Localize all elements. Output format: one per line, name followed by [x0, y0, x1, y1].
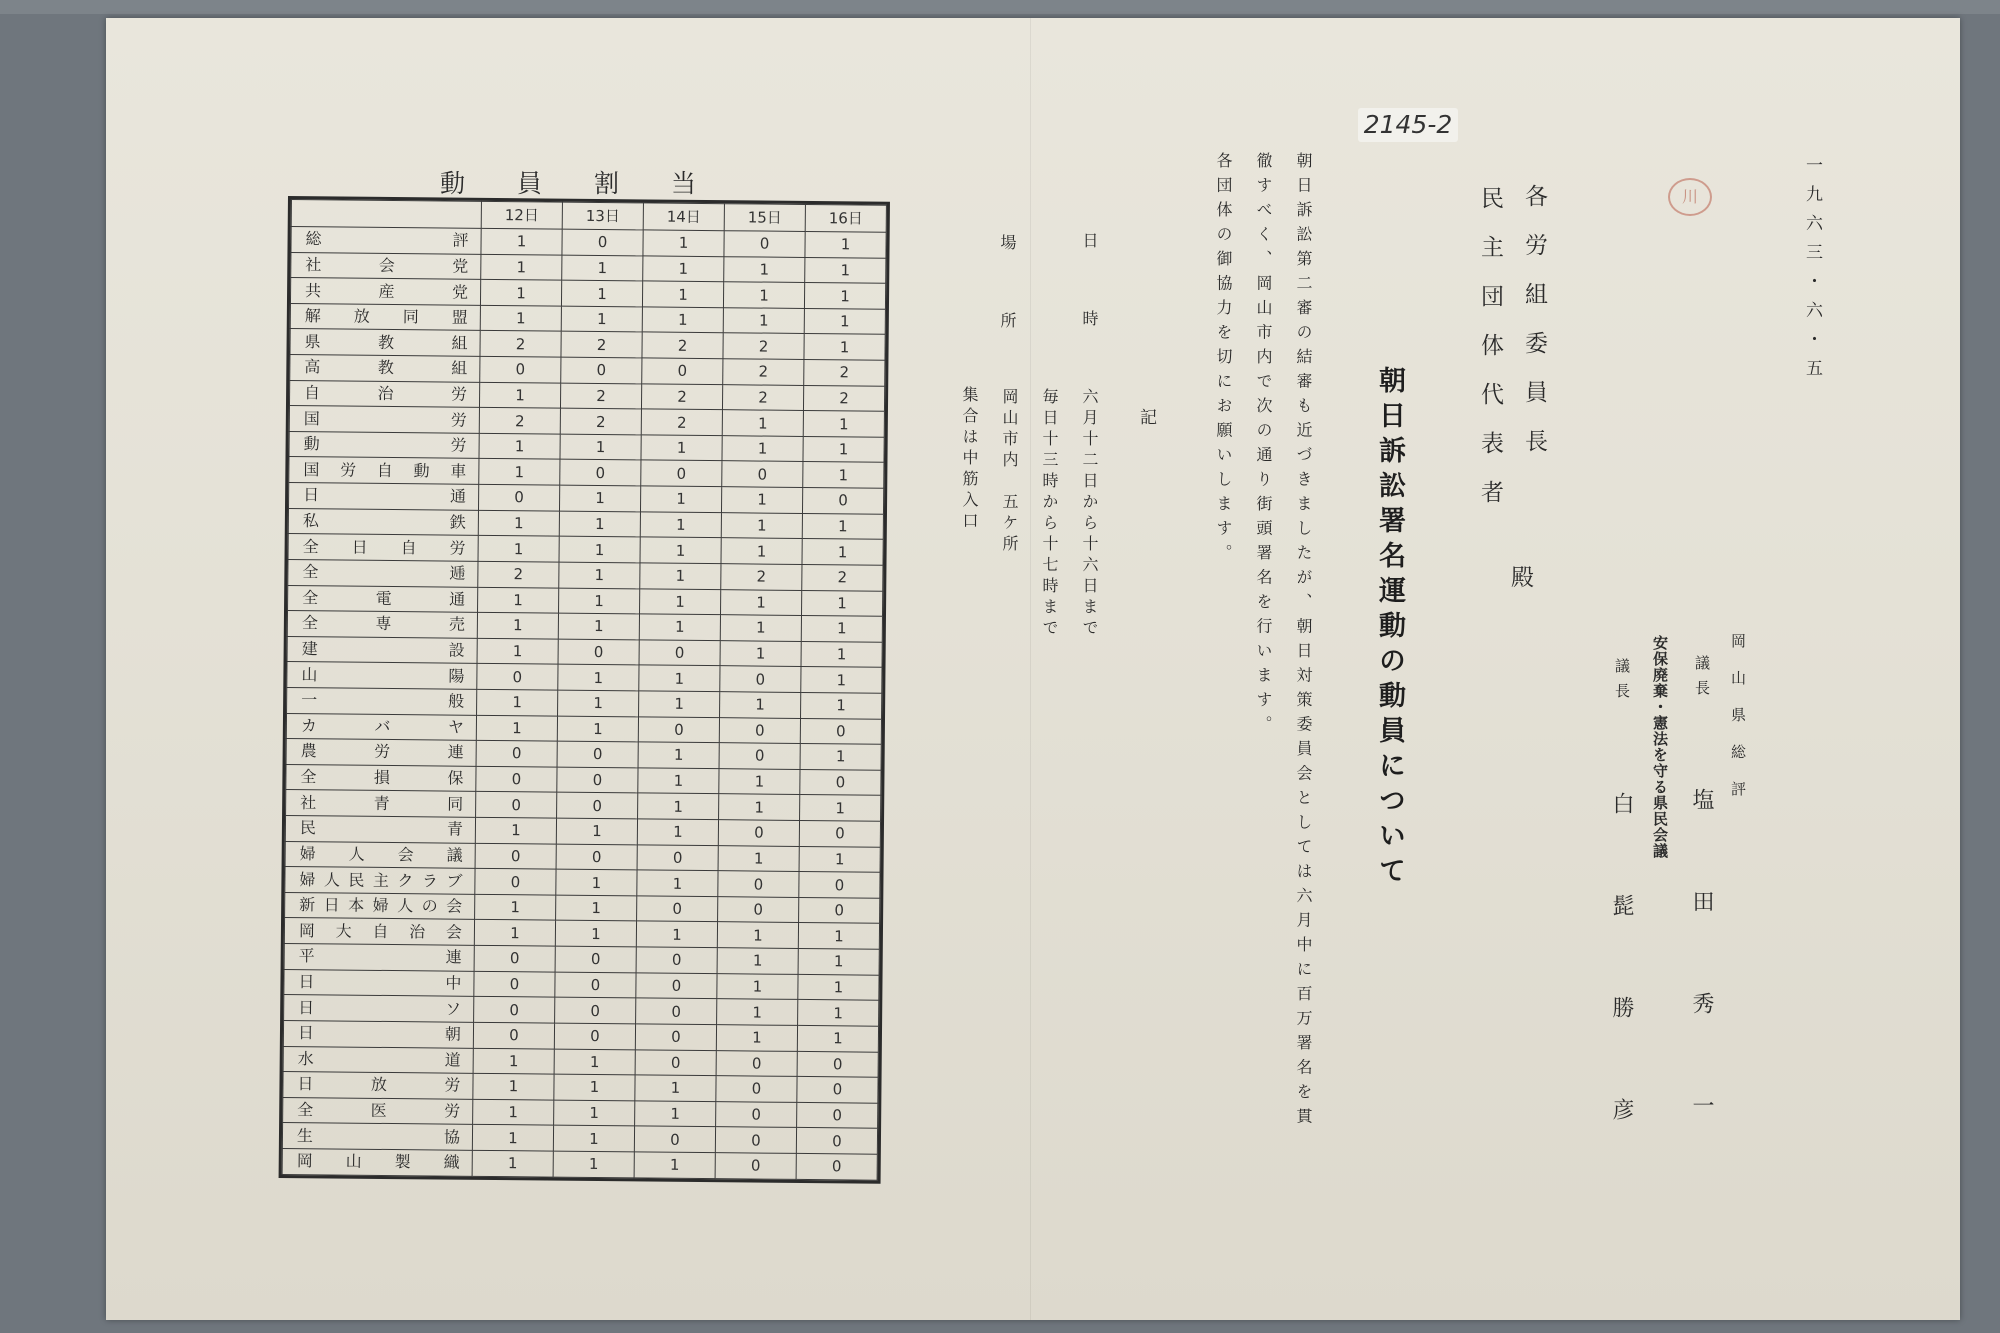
allocation-count-cell: 0: [558, 639, 639, 665]
allocation-count-cell: 0: [636, 998, 717, 1024]
table-row: [282, 1148, 877, 1180]
organization-name-cell: 平連: [284, 944, 474, 971]
allocation-count-cell: 0: [635, 1024, 716, 1050]
allocation-count-cell: 1: [717, 973, 798, 999]
allocation-count-cell: 1: [478, 510, 559, 536]
organization-name-cell: 共産党: [290, 278, 480, 305]
allocation-count-cell: 1: [473, 1073, 554, 1099]
allocation-count-cell: 1: [803, 411, 884, 437]
allocation-count-cell: 0: [641, 460, 722, 486]
organization-name-cell: 婦人民主クラブ: [285, 867, 475, 894]
allocation-count-cell: 1: [638, 793, 719, 819]
allocation-count-cell: 1: [800, 795, 881, 821]
sender-org-1-name: 塩田秀一: [1689, 788, 1714, 1196]
sender-org-1-title: 議長: [1693, 655, 1711, 705]
allocation-count-cell: 0: [636, 973, 717, 999]
allocation-count-cell: 1: [559, 562, 640, 588]
organization-name-cell: 岡大自治会: [284, 918, 474, 945]
allocation-count-cell: 0: [556, 844, 637, 870]
allocation-count-cell: 1: [638, 742, 719, 768]
allocation-count-cell: 1: [717, 999, 798, 1025]
allocation-count-cell: 1: [717, 948, 798, 974]
allocation-count-cell: 0: [720, 666, 801, 692]
allocation-count-cell: 1: [720, 640, 801, 666]
allocation-count-cell: 1: [643, 230, 724, 256]
organization-name-cell: 生協: [282, 1123, 472, 1150]
header-day-14: 14日: [643, 203, 724, 231]
allocation-count-cell: 0: [719, 717, 800, 743]
allocation-count-cell: 1: [475, 817, 556, 843]
sender-org-2-title: 議長: [1613, 658, 1631, 708]
allocation-count-cell: 0: [561, 357, 642, 383]
allocation-count-cell: 1: [559, 485, 640, 511]
allocation-count-cell: 0: [557, 741, 638, 767]
allocation-count-cell: 0: [718, 871, 799, 897]
allocation-count-cell: 1: [800, 744, 881, 770]
allocation-count-cell: 0: [634, 1126, 715, 1152]
allocation-count-cell: 1: [558, 690, 639, 716]
allocation-count-cell: 1: [802, 513, 883, 539]
allocation-count-cell: 0: [799, 820, 880, 846]
allocation-count-cell: 1: [556, 869, 637, 895]
allocation-count-cell: 1: [561, 306, 642, 332]
allocation-count-cell: 1: [479, 382, 560, 408]
allocation-count-cell: 1: [480, 280, 561, 306]
document-number-label: 2145-2: [1358, 108, 1458, 142]
allocation-count-cell: 1: [642, 307, 723, 333]
body-line-1: 朝日訴訟第二審の結審も近づきましたが、朝日対策委員会としては六月中に百万署名を貫: [1294, 152, 1313, 1132]
allocation-count-cell: 0: [797, 1077, 878, 1103]
organization-name-cell: 動労: [289, 431, 479, 458]
allocation-count-cell: 1: [635, 1075, 716, 1101]
header-day-12: 12日: [481, 201, 562, 229]
allocation-count-cell: 2: [802, 564, 883, 590]
allocation-count-cell: 1: [804, 308, 885, 334]
allocation-count-cell: 1: [720, 589, 801, 615]
allocation-count-cell: 0: [797, 1051, 878, 1077]
allocation-count-cell: 1: [475, 894, 556, 920]
allocation-count-cell: 2: [723, 359, 804, 385]
allocation-count-cell: 0: [715, 1153, 796, 1180]
allocation-count-cell: 1: [719, 768, 800, 794]
allocation-count-cell: 1: [640, 563, 721, 589]
allocation-count-cell: 2: [560, 383, 641, 409]
organization-name-cell: 全損保: [286, 764, 476, 791]
allocation-count-cell: 1: [476, 715, 557, 741]
allocation-count-cell: 2: [722, 384, 803, 410]
organization-name-cell: カバヤ: [286, 713, 476, 740]
allocation-count-cell: 0: [560, 460, 641, 486]
allocation-count-cell: 0: [716, 1050, 797, 1076]
allocation-count-cell: 1: [798, 948, 879, 974]
allocation-count-cell: 0: [635, 1049, 716, 1075]
body-line-3: 各団体の御協力を切にお願いします。: [1214, 152, 1233, 569]
allocation-count-cell: 2: [642, 332, 723, 358]
allocation-count-cell: 1: [798, 923, 879, 949]
allocation-count-cell: 1: [802, 539, 883, 565]
allocation-count-cell: 0: [474, 945, 555, 971]
allocation-count-cell: 1: [719, 794, 800, 820]
allocation-count-cell: 1: [479, 433, 560, 459]
allocation-count-cell: 0: [719, 743, 800, 769]
allocation-count-cell: 0: [554, 1023, 635, 1049]
allocation-count-cell: 1: [801, 667, 882, 693]
allocation-count-cell: 1: [554, 1049, 635, 1075]
allocation-count-cell: 1: [640, 486, 721, 512]
allocation-count-cell: 0: [555, 972, 636, 998]
allocation-count-cell: 0: [716, 1101, 797, 1127]
organization-name-cell: 一般: [287, 687, 477, 714]
allocation-count-cell: 1: [634, 1152, 715, 1179]
sender-org-1: 岡山県総評: [1729, 633, 1747, 818]
sender-org-2: 安保廃棄・憲法を守る県民会議: [1651, 635, 1669, 859]
allocation-count-cell: 2: [478, 561, 559, 587]
allocation-count-cell: 1: [637, 870, 718, 896]
header-corner-cell: [291, 200, 481, 229]
background-strip: [0, 0, 2000, 14]
organization-name-cell: 民青: [285, 816, 475, 843]
allocation-count-cell: 1: [559, 511, 640, 537]
organization-name-cell: 日ソ: [284, 995, 474, 1022]
allocation-count-cell: 0: [476, 741, 557, 767]
recipient-line-1: 各労組委員長: [1521, 184, 1547, 478]
allocation-count-cell: 2: [641, 384, 722, 410]
paper-fold-line: [1030, 18, 1031, 1320]
organization-name-cell: 社会党: [291, 252, 481, 279]
allocation-table-body: [282, 227, 886, 1181]
allocation-count-cell: 1: [721, 538, 802, 564]
allocation-count-cell: 2: [479, 408, 560, 434]
allocation-count-cell: 1: [805, 231, 886, 257]
allocation-count-cell: 0: [555, 997, 636, 1023]
allocation-table-frame: [279, 196, 890, 1184]
allocation-count-cell: 2: [480, 331, 561, 357]
allocation-count-cell: 0: [800, 718, 881, 744]
allocation-count-cell: 1: [643, 256, 724, 282]
allocation-count-cell: 2: [641, 409, 722, 435]
allocation-count-cell: 1: [477, 638, 558, 664]
allocation-count-cell: 1: [639, 665, 720, 691]
table-title: 動員割当: [440, 169, 749, 198]
allocation-count-cell: 0: [480, 356, 561, 382]
organization-name-cell: 水道: [283, 1046, 473, 1073]
allocation-count-cell: 0: [639, 640, 720, 666]
allocation-count-cell: 1: [559, 536, 640, 562]
allocation-count-cell: 1: [480, 305, 561, 331]
header-day-16: 16日: [805, 204, 886, 232]
allocation-count-cell: 1: [558, 664, 639, 690]
allocation-count-cell: 1: [478, 587, 559, 613]
allocation-count-cell: 1: [561, 280, 642, 306]
allocation-count-cell: 1: [473, 1048, 554, 1074]
organization-name-cell: 総評: [291, 227, 481, 254]
allocation-count-cell: 1: [562, 255, 643, 281]
organization-name-cell: 私鉄: [288, 508, 478, 535]
organization-name-cell: 婦人会議: [285, 841, 475, 868]
allocation-count-cell: 1: [556, 895, 637, 921]
allocation-count-cell: 0: [557, 767, 638, 793]
organization-name-cell: 建設: [287, 636, 477, 663]
place-line-1: 岡山市内 五ケ所: [1000, 388, 1019, 556]
allocation-count-cell: 0: [474, 971, 555, 997]
subject-heading: 朝日訴訟署名運動の動員について: [1374, 366, 1405, 891]
allocation-count-cell: 1: [472, 1150, 553, 1177]
allocation-count-cell: 1: [474, 920, 555, 946]
date-line: 一九六三・六・五: [1802, 156, 1822, 388]
allocation-count-cell: 1: [553, 1151, 634, 1178]
allocation-count-cell: 2: [721, 564, 802, 590]
allocation-count-cell: 1: [803, 462, 884, 488]
allocation-count-cell: 1: [478, 536, 559, 562]
allocation-count-cell: 1: [798, 974, 879, 1000]
organization-name-cell: 解放同盟: [290, 303, 480, 330]
organization-name-cell: 国労自動車: [289, 457, 479, 484]
allocation-count-cell: 1: [473, 1099, 554, 1125]
organization-name-cell: 岡山製織: [282, 1148, 472, 1176]
allocation-count-cell: 0: [562, 229, 643, 255]
allocation-count-cell: 0: [716, 1076, 797, 1102]
allocation-count-cell: 1: [720, 615, 801, 641]
allocation-count-cell: 1: [553, 1125, 634, 1151]
allocation-count-cell: 0: [642, 358, 723, 384]
allocation-count-cell: 1: [721, 512, 802, 538]
allocation-count-cell: 1: [718, 845, 799, 871]
allocation-count-cell: 1: [717, 922, 798, 948]
organization-name-cell: 日朝: [283, 1020, 473, 1047]
allocation-count-cell: 1: [479, 459, 560, 485]
allocation-count-cell: 0: [475, 843, 556, 869]
allocation-count-cell: 0: [715, 1127, 796, 1153]
allocation-count-cell: 1: [722, 410, 803, 436]
allocation-count-cell: 1: [481, 228, 562, 254]
allocation-count-cell: 0: [796, 1153, 877, 1180]
allocation-count-cell: 1: [723, 308, 804, 334]
organization-name-cell: 全電通: [288, 585, 478, 612]
allocation-count-cell: 1: [723, 282, 804, 308]
allocation-count-cell: 1: [720, 692, 801, 718]
allocation-count-cell: 1: [798, 1000, 879, 1026]
body-line-2: 徹すべく、岡山市内で次の通り街頭署名を行います。: [1254, 152, 1273, 740]
organization-name-cell: 高教組: [290, 355, 480, 382]
recipient-honorific: 殿: [1507, 565, 1533, 588]
header-day-15: 15日: [724, 204, 805, 232]
allocation-count-cell: 1: [557, 716, 638, 742]
allocation-count-cell: 0: [802, 488, 883, 514]
organization-name-cell: 国労: [289, 406, 479, 433]
allocation-count-cell: 1: [805, 257, 886, 283]
allocation-count-cell: 1: [639, 691, 720, 717]
allocation-count-cell: 1: [636, 921, 717, 947]
organization-name-cell: 全日自労: [288, 534, 478, 561]
allocation-count-cell: 0: [722, 461, 803, 487]
allocation-count-cell: 1: [799, 846, 880, 872]
allocation-count-cell: 1: [640, 537, 721, 563]
allocation-count-cell: 1: [804, 283, 885, 309]
allocation-count-cell: 1: [472, 1125, 553, 1151]
sender-org-2-name: 白髭勝彦: [1609, 792, 1634, 1200]
organization-name-cell: 全逓: [288, 559, 478, 586]
allocation-count-cell: 1: [556, 818, 637, 844]
allocation-table: [282, 199, 887, 1181]
date-line-1: 六月十二日から十六日まで: [1080, 388, 1099, 640]
allocation-count-cell: 0: [638, 716, 719, 742]
place-label: 場 所: [998, 234, 1017, 338]
allocation-count-cell: 2: [804, 360, 885, 386]
allocation-count-cell: 0: [796, 1128, 877, 1154]
allocation-count-cell: 1: [637, 819, 718, 845]
allocation-count-cell: 1: [642, 281, 723, 307]
date-label: 日 時: [1080, 232, 1099, 336]
allocation-count-cell: 1: [641, 435, 722, 461]
allocation-count-cell: 0: [724, 231, 805, 257]
allocation-count-cell: 0: [718, 820, 799, 846]
allocation-count-cell: 1: [724, 256, 805, 282]
allocation-count-cell: 1: [554, 1074, 635, 1100]
organization-name-cell: 県教組: [290, 329, 480, 356]
ki-marker: 記: [1136, 408, 1156, 425]
allocation-count-cell: 1: [801, 692, 882, 718]
allocation-count-cell: 0: [799, 897, 880, 923]
allocation-count-cell: 0: [473, 1022, 554, 1048]
place-line-2: 集合は中筋入口: [960, 386, 979, 533]
allocation-count-cell: 1: [803, 436, 884, 462]
allocation-count-cell: 0: [474, 997, 555, 1023]
seal-stamp: 川: [1668, 178, 1712, 216]
allocation-count-cell: 1: [559, 588, 640, 614]
recipient-line-2: 民主団体代表者: [1477, 186, 1503, 529]
organization-name-cell: 自治労: [289, 380, 479, 407]
allocation-count-cell: 1: [801, 616, 882, 642]
allocation-count-cell: 1: [481, 254, 562, 280]
allocation-count-cell: 1: [804, 334, 885, 360]
allocation-count-cell: 1: [635, 1101, 716, 1127]
allocation-count-cell: 1: [639, 614, 720, 640]
allocation-count-cell: 1: [554, 1100, 635, 1126]
header-day-13: 13日: [562, 202, 643, 230]
allocation-count-cell: 2: [561, 332, 642, 358]
allocation-count-cell: 0: [555, 946, 636, 972]
allocation-count-cell: 0: [475, 869, 556, 895]
allocation-count-cell: 1: [716, 1025, 797, 1051]
allocation-count-cell: 0: [799, 872, 880, 898]
allocation-count-cell: 0: [476, 792, 557, 818]
organization-name-cell: 日中: [284, 969, 474, 996]
allocation-count-cell: 2: [803, 385, 884, 411]
organization-name-cell: 社青同: [286, 790, 476, 817]
allocation-count-cell: 1: [721, 487, 802, 513]
allocation-count-cell: 1: [640, 588, 721, 614]
organization-name-cell: 新日本婦人の会: [285, 892, 475, 919]
allocation-count-cell: 1: [638, 768, 719, 794]
allocation-count-cell: 1: [560, 434, 641, 460]
organization-name-cell: 全専売: [287, 611, 477, 638]
allocation-count-cell: 1: [801, 641, 882, 667]
allocation-count-cell: 1: [477, 689, 558, 715]
allocation-count-cell: 0: [478, 484, 559, 510]
organization-name-cell: 日放労: [283, 1072, 473, 1099]
allocation-count-cell: 0: [476, 766, 557, 792]
allocation-count-cell: 2: [560, 408, 641, 434]
allocation-count-cell: 1: [797, 1025, 878, 1051]
allocation-count-cell: 1: [640, 512, 721, 538]
organization-name-cell: 山陽: [287, 662, 477, 689]
allocation-count-cell: 0: [797, 1102, 878, 1128]
allocation-count-cell: 0: [636, 947, 717, 973]
allocation-count-cell: 1: [558, 613, 639, 639]
allocation-count-cell: 0: [718, 897, 799, 923]
organization-name-cell: 日通: [289, 483, 479, 510]
allocation-count-cell: 1: [555, 921, 636, 947]
allocation-count-cell: 1: [722, 436, 803, 462]
allocation-count-cell: 2: [723, 333, 804, 359]
allocation-count-cell: 0: [637, 845, 718, 871]
allocation-count-cell: 1: [801, 590, 882, 616]
organization-name-cell: 全医労: [283, 1097, 473, 1124]
date-line-2: 毎日十三時から十七時まで: [1040, 388, 1059, 640]
allocation-count-cell: 1: [477, 612, 558, 638]
allocation-count-cell: 0: [800, 769, 881, 795]
allocation-count-cell: 0: [557, 793, 638, 819]
allocation-count-cell: 0: [637, 896, 718, 922]
allocation-count-cell: 0: [477, 664, 558, 690]
organization-name-cell: 農労連: [286, 739, 476, 766]
